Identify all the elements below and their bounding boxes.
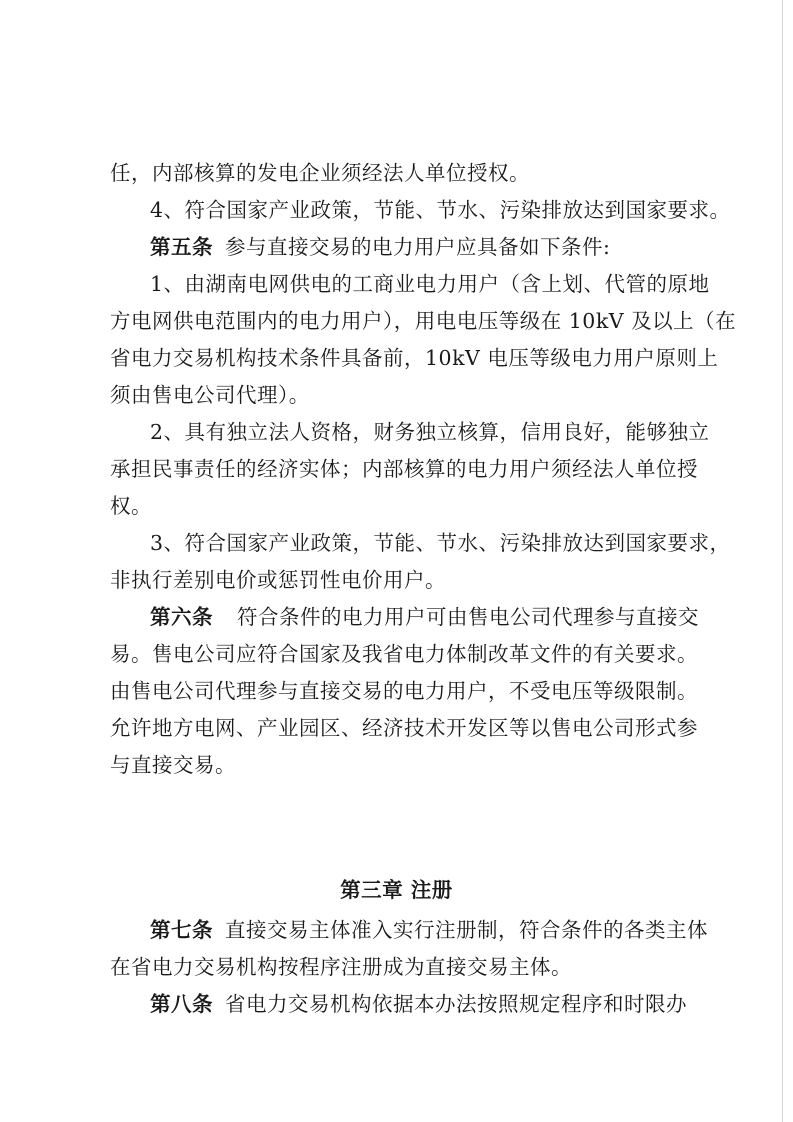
paragraph-line: 在省电力交易机构按程序注册成为直接交易主体。 <box>110 955 572 979</box>
article-7-heading: 第七条 <box>150 918 213 942</box>
paragraph-line: 与直接交易。 <box>110 753 236 777</box>
article-8-heading: 第八条 <box>150 992 213 1016</box>
paragraph-line: 方电网供电范围内的电力用户），用电电压等级在 10kV 及以上（在 <box>110 309 737 333</box>
article-5-heading: 第五条 <box>150 235 213 259</box>
body-text-block-1 <box>110 155 737 784</box>
paragraph-line: 1、由湖南电网供电的工商业电力用户（含上划、代管的原地 <box>150 272 710 296</box>
paragraph-line: 3、符合国家产业政策，节能、节水、污染排放达到国家要求， <box>150 531 731 555</box>
paragraph-line: 省电力交易机构技术条件具备前，10kV 电压等级电力用户原则上 <box>110 346 719 370</box>
body-text-block-2 <box>110 912 714 1023</box>
paragraph-line: 由售电公司代理参与直接交易的电力用户，不受电压等级限制。 <box>110 679 698 703</box>
article-5-line <box>110 229 714 266</box>
paragraph-line: 任，内部核算的发电企业须经法人单位授权。 <box>110 161 530 185</box>
paragraph-line: 2、具有独立法人资格，财务独立核算，信用良好，能够独立 <box>150 420 710 444</box>
article-6-text: 符合条件的电力用户可由售电公司代理参与直接交 <box>237 605 699 629</box>
article-5-text: 参与直接交易的电力用户应具备如下条件: <box>225 235 611 259</box>
article-7-line <box>110 912 714 949</box>
article-6-line <box>110 599 714 636</box>
article-8-line <box>110 986 714 1023</box>
scan-edge-line <box>782 0 783 1122</box>
paragraph-line: 非执行差别电价或惩罚性电价用户。 <box>110 568 446 592</box>
article-8-text: 省电力交易机构依据本办法按照规定程序和时限办 <box>225 992 687 1016</box>
paragraph-line: 承担民事责任的经济实体；内部核算的电力用户须经法人单位授 <box>110 457 698 481</box>
article-6-heading: 第六条 <box>150 605 213 629</box>
article-7-text: 直接交易主体准入实行注册制，符合条件的各类主体 <box>225 918 708 942</box>
paragraph-line: 须由售电公司代理）。 <box>110 383 310 407</box>
chapter-heading: 第三章 注册 <box>340 878 453 902</box>
paragraph-line: 允许地方电网、产业园区、经济技术开发区等以售电公司形式参 <box>110 716 698 740</box>
paragraph-line: 4、符合国家产业政策，节能、节水、污染排放达到国家要求。 <box>150 198 731 222</box>
paragraph-line: 易。售电公司应符合国家及我省电力体制改革文件的有关要求。 <box>110 642 698 666</box>
paragraph-line: 权。 <box>110 494 152 518</box>
